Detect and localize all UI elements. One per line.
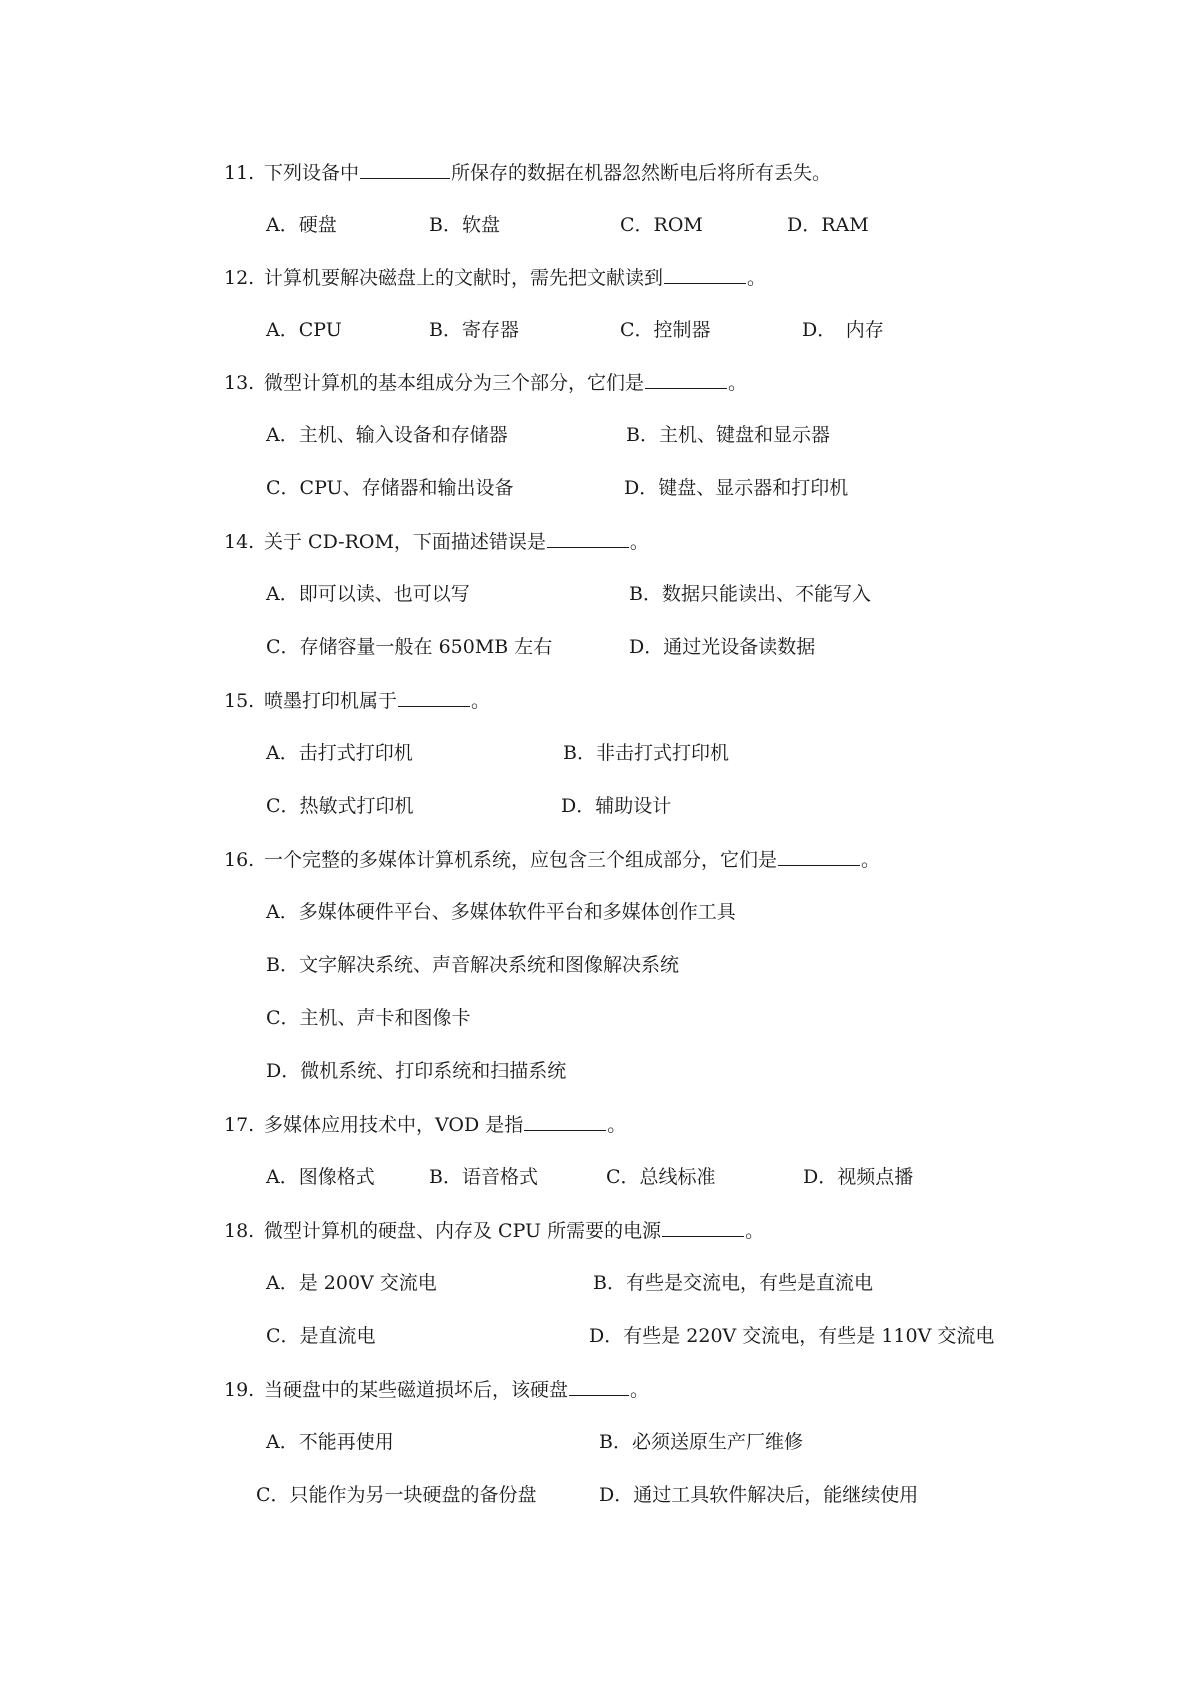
option-d: D．有些是 220V 交流电，有些是 110V 交流电 xyxy=(589,1325,995,1347)
question-text: 多媒体应用技术中，VOD 是指 xyxy=(264,1114,524,1136)
question-text-end: 。 xyxy=(471,690,491,712)
answer-blank xyxy=(778,847,860,866)
question-11 xyxy=(224,160,831,185)
option-c: C．ROM xyxy=(620,214,703,236)
question-text-end: 。 xyxy=(861,849,881,871)
option-d: D．通过工具软件解决后，能继续使用 xyxy=(599,1484,919,1506)
answer-blank xyxy=(398,688,470,707)
option-c: C．CPU、存储器和输出设备 xyxy=(266,477,514,499)
question-text: 下列设备中 xyxy=(264,162,360,184)
question-text: 喷墨打印机属于 xyxy=(264,690,398,712)
question-15 xyxy=(224,688,490,713)
option-c: C．只能作为另一块硬盘的备份盘 xyxy=(256,1484,537,1506)
option-b: B．文字解决系统、声音解决系统和图像解决系统 xyxy=(266,954,679,976)
option-d: D． 内存 xyxy=(802,319,884,341)
question-number: 13. xyxy=(224,372,255,394)
question-text: 当硬盘中的某些磁道损坏后，该硬盘 xyxy=(264,1379,569,1401)
question-number: 14. xyxy=(224,531,255,553)
option-d: D．视频点播 xyxy=(803,1166,914,1188)
option-a: A．主机、输入设备和存储器 xyxy=(266,424,508,446)
option-b: B．语音格式 xyxy=(429,1166,538,1188)
question-number: 16. xyxy=(224,849,255,871)
option-d: D．键盘、显示器和打印机 xyxy=(624,477,849,499)
question-text-end: 所保存的数据在机器忽然断电后将所有丢失。 xyxy=(451,162,832,184)
question-16 xyxy=(224,847,880,872)
option-a: A．图像格式 xyxy=(266,1166,375,1188)
option-b: B．非击打式打印机 xyxy=(563,742,729,764)
option-d: D．辅助设计 xyxy=(561,795,672,817)
question-text: 微型计算机的基本组成分为三个部分，它们是 xyxy=(264,372,645,394)
option-c: C．存储容量一般在 650MB 左右 xyxy=(266,636,553,658)
option-a: A．CPU xyxy=(266,319,342,341)
option-b: B．主机、键盘和显示器 xyxy=(626,424,830,446)
question-text-end: 。 xyxy=(728,372,748,394)
answer-blank xyxy=(524,1112,606,1131)
question-number: 19. xyxy=(224,1379,255,1401)
question-18 xyxy=(224,1218,764,1243)
question-12 xyxy=(224,265,766,290)
question-number: 17. xyxy=(224,1114,255,1136)
question-14 xyxy=(224,529,649,554)
question-text: 关于 CD-ROM，下面描述错误是 xyxy=(264,531,546,553)
answer-blank xyxy=(664,265,746,284)
option-b: B．软盘 xyxy=(429,214,500,236)
question-text-end: 。 xyxy=(607,1114,627,1136)
answer-blank xyxy=(360,160,450,179)
option-b: B．寄存器 xyxy=(429,319,519,341)
answer-blank xyxy=(645,370,727,389)
option-b: B．有些是交流电，有些是直流电 xyxy=(593,1272,873,1294)
option-d: D．通过光设备读数据 xyxy=(629,636,816,658)
option-c: C．总线标准 xyxy=(606,1166,716,1188)
question-text: 微型计算机的硬盘、内存及 CPU 所需要的电源 xyxy=(264,1220,662,1242)
option-a: A．击打式打印机 xyxy=(266,742,413,764)
option-d: D．RAM xyxy=(787,214,869,236)
option-c: C．控制器 xyxy=(620,319,711,341)
option-a: A．即可以读、也可以写 xyxy=(266,583,470,605)
option-a: A．是 200V 交流电 xyxy=(266,1272,437,1294)
option-b: B．必须送原生产厂维修 xyxy=(599,1431,803,1453)
question-text-end: 。 xyxy=(630,1379,650,1401)
answer-blank xyxy=(662,1218,744,1237)
question-number: 15. xyxy=(224,690,255,712)
option-a: A．硬盘 xyxy=(266,214,337,236)
question-17 xyxy=(224,1112,626,1137)
option-c: C．主机、声卡和图像卡 xyxy=(266,1007,471,1029)
question-number: 11. xyxy=(224,162,255,184)
option-c: C．热敏式打印机 xyxy=(266,795,414,817)
question-text-end: 。 xyxy=(747,267,767,289)
answer-blank xyxy=(547,529,629,548)
question-13 xyxy=(224,370,747,395)
question-text: 一个完整的多媒体计算机系统，应包含三个组成部分，它们是 xyxy=(264,849,778,871)
option-c: C．是直流电 xyxy=(266,1325,376,1347)
question-text-end: 。 xyxy=(629,531,649,553)
question-19 xyxy=(224,1377,649,1402)
option-d: D．微机系统、打印系统和扫描系统 xyxy=(266,1060,567,1082)
option-b: B．数据只能读出、不能写入 xyxy=(629,583,871,605)
question-text: 计算机要解决磁盘上的文献时，需先把文献读到 xyxy=(264,267,664,289)
question-number: 12. xyxy=(224,267,255,289)
question-number: 18. xyxy=(224,1220,255,1242)
option-a: A．多媒体硬件平台、多媒体软件平台和多媒体创作工具 xyxy=(266,901,736,923)
question-text-end: 。 xyxy=(745,1220,765,1242)
answer-blank xyxy=(569,1377,629,1396)
option-a: A．不能再使用 xyxy=(266,1431,394,1453)
